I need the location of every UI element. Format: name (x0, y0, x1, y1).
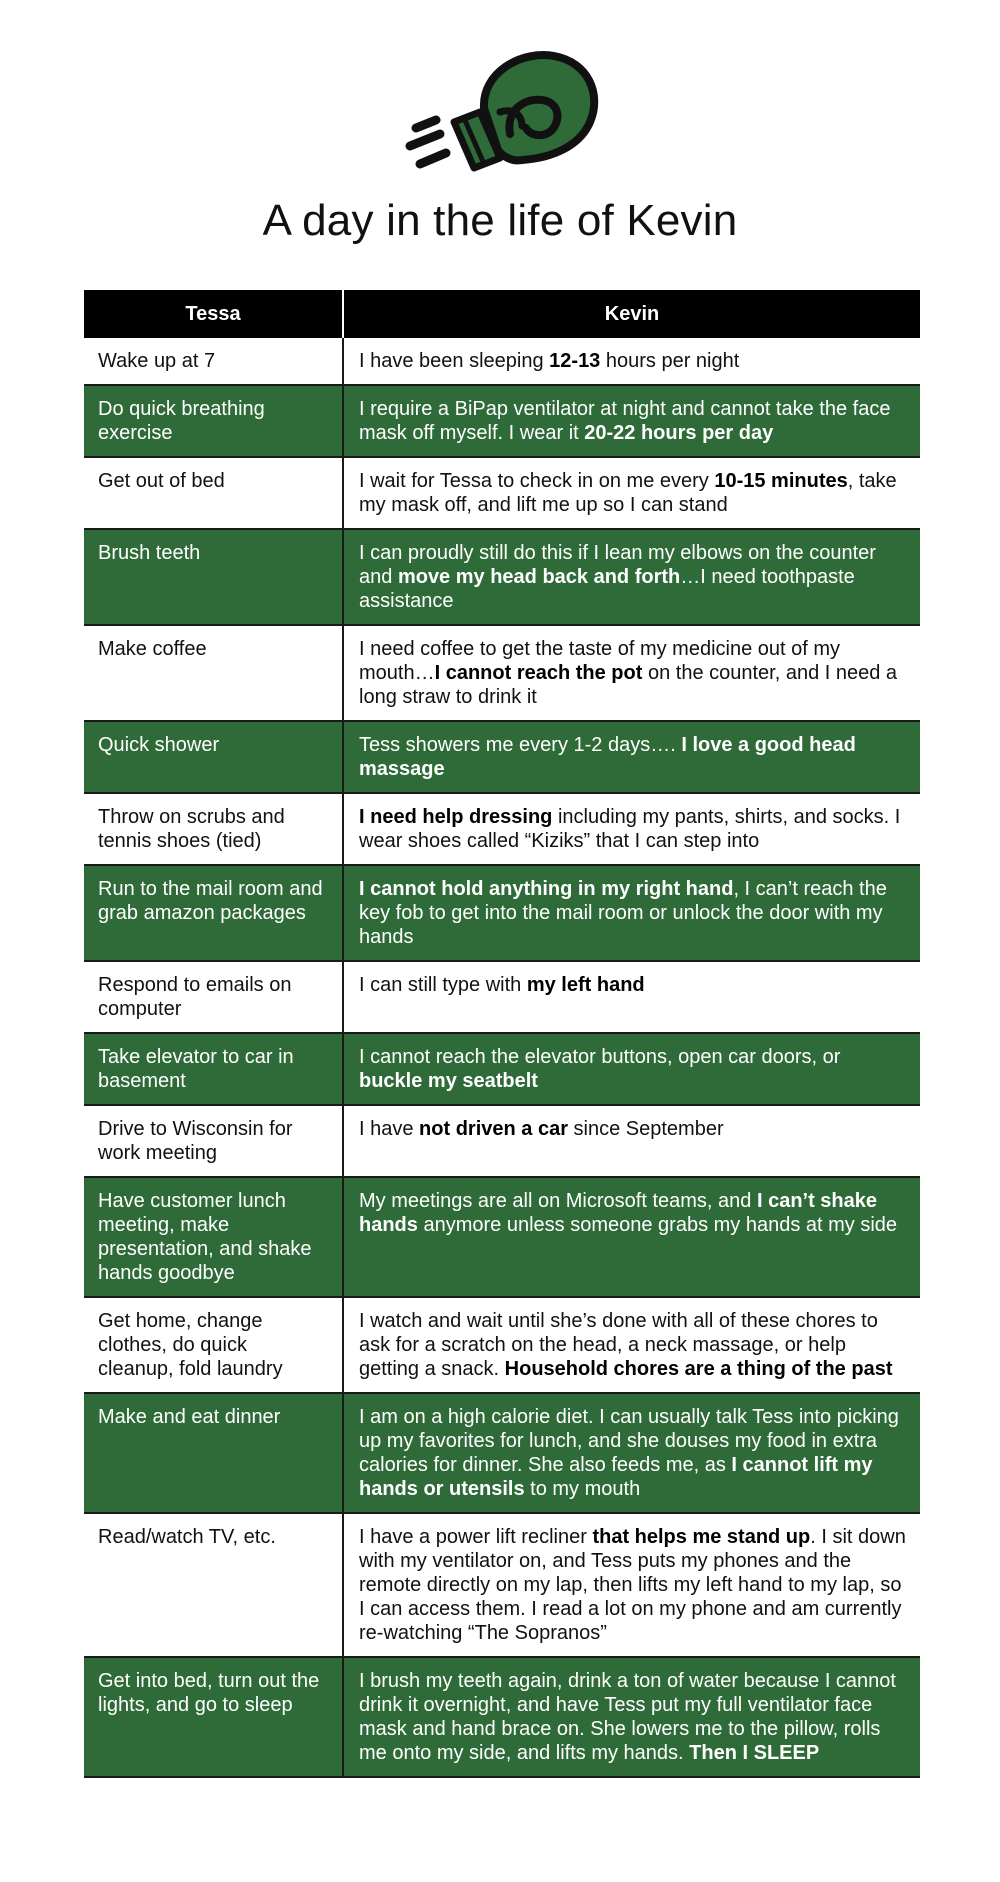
table-row (84, 793, 920, 865)
kevin-cell-text: I can proudly still do this if I lean my elbows on the counter and (359, 542, 876, 588)
table-row (84, 529, 920, 625)
comparison-table (84, 290, 920, 1778)
kevin-cell-bold-text: 10-15 minutes (714, 470, 848, 492)
kevin-cell-bold-text: I cannot reach the pot (434, 662, 643, 684)
kevin-cell-bold-text: I need help dressing (359, 806, 553, 828)
tessa-cell: Do quick breathing exercise (84, 385, 343, 457)
kevin-cell-bold-text: 20-22 hours per day (584, 422, 774, 444)
kevin-cell-text: My meetings are all on Microsoft teams, and (359, 1190, 757, 1212)
kevin-cell-bold-text: not driven a car (419, 1118, 568, 1140)
kevin-cell-text: I watch and wait until she’s done with all of these chores to ask for a scratch on the head, a neck massage, or help getting a snack. (359, 1310, 878, 1380)
kevin-cell-text: I require a BiPap ventilator at night and cannot take the face mask off myself. I wear it (359, 398, 891, 444)
tessa-cell: Get home, change clothes, do quick cleanup, fold laundry (84, 1297, 343, 1393)
boxing-glove-icon (402, 42, 602, 182)
kevin-cell (343, 529, 920, 625)
tessa-cell: Read/watch TV, etc. (84, 1513, 343, 1657)
kevin-cell-text: I have (359, 1118, 420, 1140)
page-title: A day in the life of Kevin (262, 196, 738, 245)
kevin-cell-bold-text: Then I SLEEP (689, 1742, 820, 1764)
table-row (84, 1033, 920, 1105)
kevin-cell-text: hours per night (600, 350, 740, 372)
kevin-cell-text: to my mouth (524, 1478, 641, 1500)
tessa-cell: Respond to emails on computer (84, 961, 343, 1033)
kevin-cell-text: , I can’t reach the key fob to get into the mail room or unlock the door with my hands (359, 878, 887, 948)
kevin-cell-text: Tess showers me every 1-2 days…. (359, 734, 682, 756)
kevin-cell (343, 1105, 920, 1177)
kevin-cell-text: . I sit down with my ventilator on, and Tess puts my phones and the remote directly on my lap, then lifts my left hand to my lap, so I can access them. I read a lot on my phone and am currently re-watching “The Sopranos” (359, 1526, 906, 1644)
kevin-cell-text: anymore unless someone grabs my hands at my side (417, 1214, 898, 1236)
tessa-cell: Get into bed, turn out the lights, and go to sleep (84, 1657, 343, 1777)
tessa-cell: Wake up at 7 (84, 338, 343, 385)
table-row (84, 457, 920, 529)
kevin-cell (343, 865, 920, 961)
kevin-cell-bold-text: buckle my seatbelt (359, 1070, 538, 1092)
table-row (84, 1177, 920, 1297)
kevin-cell-text: since September (567, 1118, 724, 1140)
table-row (84, 1105, 920, 1177)
tessa-cell: Brush teeth (84, 529, 343, 625)
kevin-cell-text: I need coffee to get the taste of my medicine out of my mouth… (359, 638, 841, 684)
table-row (84, 385, 920, 457)
kevin-cell (343, 1513, 920, 1657)
tessa-cell: Make coffee (84, 625, 343, 721)
tessa-cell: Have customer lunch meeting, make presentation, and shake hands goodbye (84, 1177, 343, 1297)
kevin-cell-text: I cannot reach the elevator buttons, open car doors, or (359, 1046, 841, 1068)
kevin-cell (343, 338, 920, 385)
kevin-cell-bold-text: I cannot lift my hands or utensils (359, 1454, 873, 1500)
table-row (84, 721, 920, 793)
table-row (84, 1297, 920, 1393)
tessa-cell: Get out of bed (84, 457, 343, 529)
tessa-cell: Make and eat dinner (84, 1393, 343, 1513)
tessa-cell: Take elevator to car in basement (84, 1033, 343, 1105)
kevin-cell-bold-text: my left hand (526, 974, 645, 996)
kevin-cell-bold-text: I love a good head massage (359, 734, 856, 780)
kevin-cell-text: I brush my teeth again, drink a ton of water because I cannot drink it overnight, and have Tess put my full ventilator face mask and hand brace on. She lowers me to the pillow, rolls me onto my side, and lifts my hands. (359, 1670, 896, 1764)
kevin-cell (343, 457, 920, 529)
kevin-cell (343, 385, 920, 457)
kevin-cell-bold-text: I can’t shake hands (359, 1190, 878, 1236)
kevin-cell (343, 1657, 920, 1777)
kevin-cell-text: I have a power lift recliner (359, 1526, 593, 1548)
kevin-cell-text: I can still type with (359, 974, 527, 996)
kevin-cell-bold-text: Household chores are a thing of the past (504, 1358, 893, 1380)
kevin-cell-text: I have been sleeping (359, 350, 550, 372)
kevin-cell (343, 961, 920, 1033)
kevin-cell (343, 1033, 920, 1105)
kevin-cell-text: , take my mask off, and lift me up so I can stand (359, 470, 897, 516)
kevin-cell (343, 1297, 920, 1393)
table-row (84, 1393, 920, 1513)
table-row (84, 1513, 920, 1657)
kevin-cell-text: including my pants, shirts, and socks. I wear shoes called “Kiziks” that I can step into (359, 806, 901, 852)
table-row (84, 625, 920, 721)
kevin-cell-bold-text: that helps me stand up (592, 1526, 811, 1548)
tessa-cell: Quick shower (84, 721, 343, 793)
kevin-cell-text: I am on a high calorie diet. I can usually talk Tess into picking up my favorites for lunch, and she douses my food in extra calories for dinner. She also feeds me, as (359, 1406, 899, 1476)
table-row (84, 865, 920, 961)
tessa-cell: Run to the mail room and grab amazon packages (84, 865, 343, 961)
column-header-tessa: Tessa (84, 290, 343, 338)
kevin-cell-text: on the counter, and I need a long straw to drink it (359, 662, 898, 708)
table-row (84, 338, 920, 385)
tessa-cell: Drive to Wisconsin for work meeting (84, 1105, 343, 1177)
table-row (84, 961, 920, 1033)
kevin-cell-text: I wait for Tessa to check in on me every (359, 470, 715, 492)
kevin-cell-bold-text: 12-13 (549, 350, 601, 372)
tessa-cell: Throw on scrubs and tennis shoes (tied) (84, 793, 343, 865)
kevin-cell (343, 721, 920, 793)
kevin-cell (343, 1177, 920, 1297)
table-header-row (84, 290, 920, 338)
table-row (84, 1657, 920, 1777)
kevin-cell (343, 625, 920, 721)
kevin-cell (343, 1393, 920, 1513)
kevin-cell-bold-text: move my head back and forth (397, 566, 681, 588)
kevin-cell-text: …I need toothpaste assistance (359, 566, 855, 612)
kevin-cell-bold-text: I cannot hold anything in my right hand (359, 878, 734, 900)
kevin-cell (343, 793, 920, 865)
column-header-kevin: Kevin (343, 290, 920, 338)
